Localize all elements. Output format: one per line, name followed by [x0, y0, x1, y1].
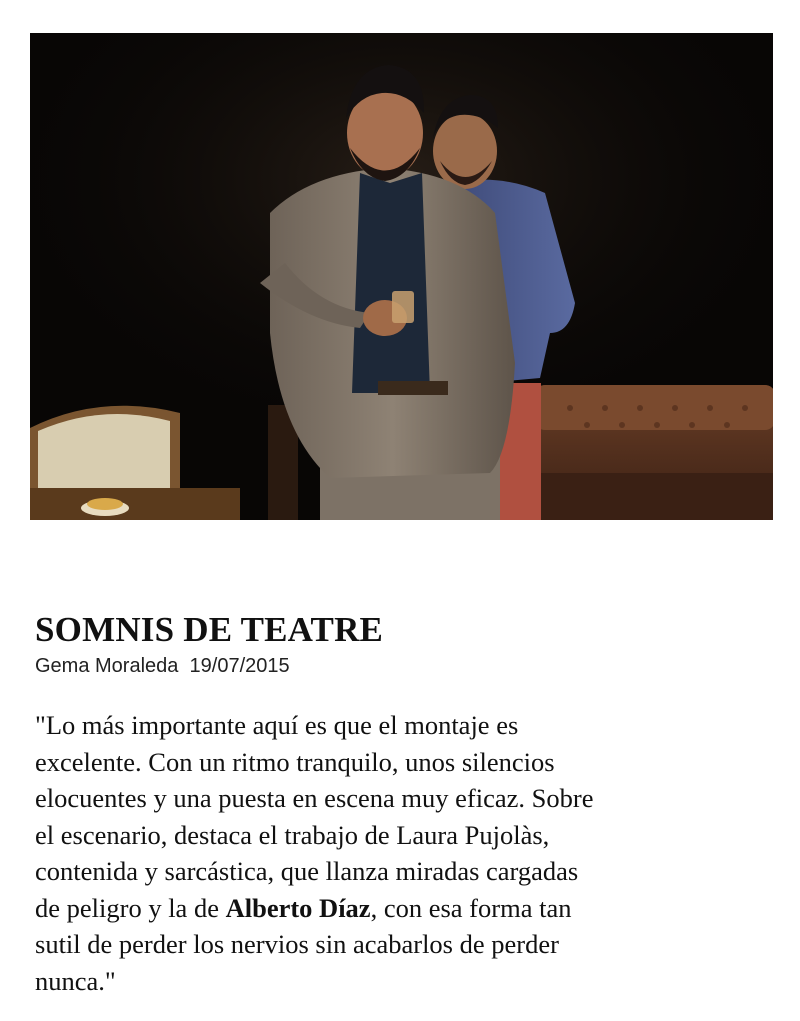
quote-line: nunca." [35, 965, 116, 996]
publish-date: 19/07/2015 [189, 655, 290, 677]
quote-line: contenida y sarcástica, que llanza miradas cargadas [35, 856, 579, 886]
quote-line: "Lo más importante aquí es que el montaje es [35, 710, 519, 740]
article-title: SOMNIS DE TEATRE [35, 610, 384, 649]
stage-photo [30, 33, 773, 520]
quote-line: sutil de perder los nervios sin acabarlos de perder [35, 929, 559, 959]
quote-line [35, 890, 775, 927]
stage-photo-illustration [30, 33, 773, 520]
sofa [535, 385, 773, 520]
review-quote [35, 707, 775, 999]
quote-text: de peligro y la de [35, 892, 226, 923]
byline-separator [178, 655, 189, 677]
quote-line: elocuentes y una puesta en escena muy eficaz. Sobre [35, 783, 594, 813]
quote-line: el escenario, destaca el trabajo de Laura Pujolàs, [35, 819, 550, 850]
article-byline [35, 654, 290, 678]
author-name: Gema Moraleda [35, 655, 179, 677]
quote-text: , con esa forma tan [370, 892, 572, 923]
actor-name-highlight: Alberto Díaz [225, 892, 371, 923]
quote-line: excelente. Con un ritmo tranquilo, unos silencios [35, 746, 555, 777]
